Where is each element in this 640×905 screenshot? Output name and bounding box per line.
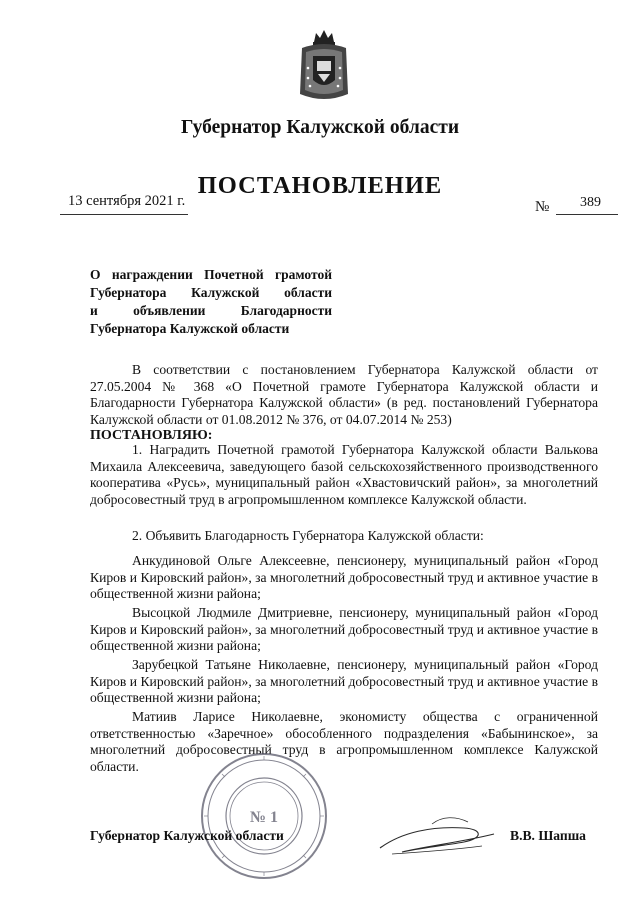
decree-word: ПОСТАНОВЛЯЮ: <box>90 428 213 443</box>
signatory-name: В.В. Шапша <box>510 828 586 843</box>
gratitude-heading: 2. Объявить Благодарность Губернатора Калужской области: <box>132 528 484 543</box>
recipient-paragraph: Анкудиновой Ольге Алексеевне, пенсионеру, муниципальный район «Город Киров и Кировский район», за многолетний добросовестный труд и активное участие в общественной жизни района; <box>90 553 598 601</box>
date-underline <box>60 214 188 215</box>
document-date: 13 сентября 2021 г. <box>68 193 186 209</box>
coat-of-arms-icon <box>296 28 352 104</box>
award-paragraph: 1. Наградить Почетной грамотой Губернатора Калужской области Валькова Михаила Алексеевича, заведующего базой сельскохозяйственного производственного кооператива «Русь», муниципальный район «Хвастовичский район», за многолетний добросовестный труд в агропромышленном комплексе Калужской области. <box>90 442 598 507</box>
number-underline <box>556 214 618 215</box>
document-subject <box>90 266 332 338</box>
issuing-authority: Губернатор Калужской области <box>180 117 460 138</box>
signatory-title: Губернатор Калужской области <box>90 828 284 843</box>
number-sign: № <box>535 199 550 215</box>
document-number: 389 <box>580 195 601 210</box>
subject-line: О награждении Почетной грамотой <box>90 267 332 282</box>
intro-paragraph: В соответствии с постановлением Губернатора Калужской области от 27.05.2004 № 368 «О Почетной грамоте Губернатора Калужской области и Благодарности Губернатора Калужской области» (в ред. постановлений Губернатора Калужской области от 01.08.2012 № 376, от 04.07.2014 № 253) <box>90 362 598 427</box>
handwritten-signature-icon <box>372 812 502 862</box>
recipient-paragraph: Зарубецкой Татьяне Николаевне, пенсионеру, муниципальный район «Город Киров и Кировский район», за многолетний добросовестный труд и активное участие в общественной жизни района; <box>90 657 598 705</box>
document-type-title: ПОСТАНОВЛЕНИЕ <box>197 172 443 199</box>
recipient-paragraph: Матиив Ларисе Николаевне, экономисту общества с ограниченной ответственностью «Заречное» обособленного подразделения «Бабынинское», за многолетний добросовестный труд в агропромышленном комплексе Калужской области. <box>90 709 598 774</box>
recipient-paragraph: Высоцкой Людмиле Дмитриевне, пенсионеру, муниципальный район «Город Киров и Кировский район», за многолетний добросовестный труд и активное участие в общественной жизни района; <box>90 605 598 653</box>
subject-line: и объявлении Благодарности <box>90 303 332 318</box>
subject-line: Губернатора Калужской области <box>90 285 332 300</box>
seal-number: № 1 <box>249 809 279 826</box>
official-seal-icon <box>198 750 330 882</box>
subject-line: Губернатора Калужской области <box>90 321 290 336</box>
